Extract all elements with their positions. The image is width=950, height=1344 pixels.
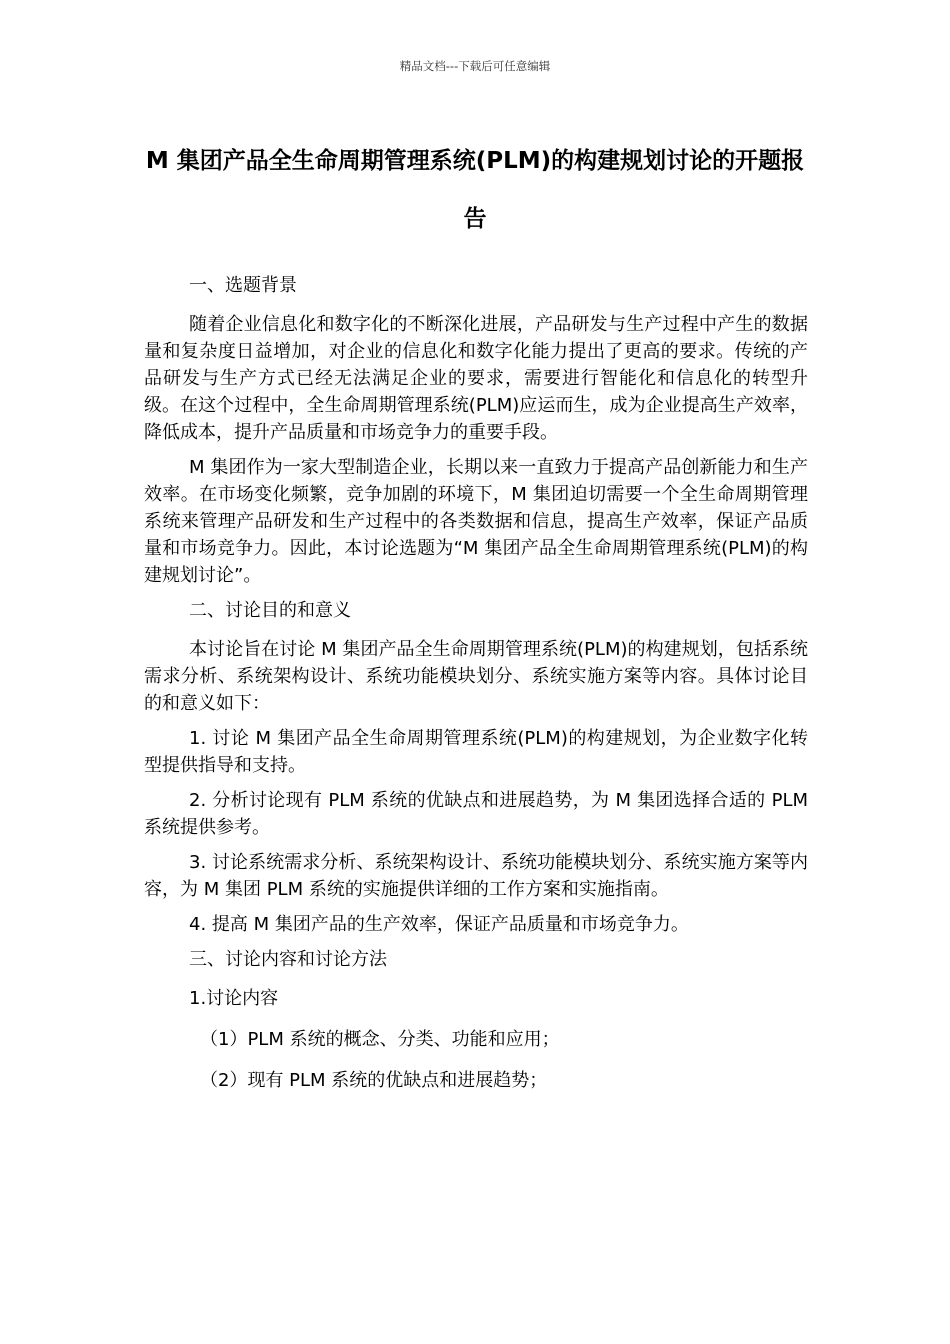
subheading-content: 1.讨论内容 xyxy=(189,988,279,1009)
purpose-item-3: 3. 讨论系统需求分析、系统架构设计、系统功能模块划分、系统实施方案等内容，为 M 集团 PLM 系统的实施提供详细的工作方案和实施指南。 xyxy=(144,852,808,900)
content-item-2: （2）现有 PLM 系统的优缺点和进展趋势； xyxy=(200,1070,548,1091)
page-header-note: 精品文档---下载后可任意编辑 xyxy=(399,59,551,73)
document-title: M 集团产品全生命周期管理系统(PLM)的构建规划讨论的开题报告 xyxy=(145,148,805,232)
purpose-item-1: 1. 讨论 M 集团产品全生命周期管理系统(PLM)的构建规划，为企业数字化转型提供指导和支持。 xyxy=(144,728,808,776)
purpose-item-2: 2. 分析讨论现有 PLM 系统的优缺点和进展趋势，为 M 集团选择合适的 PLM 系统提供参考。 xyxy=(144,790,808,838)
paragraph-background-1: 随着企业信息化和数字化的不断深化进展，产品研发与生产过程中产生的数据量和复杂度日益增加，对企业的信息化和数字化能力提出了更高的要求。传统的产品研发与生产方式已经无法满足企业的要求，需要进行智能化和信息化的转型升级。在这个过程中，全生命周期管理系统(PLM)应运而生，成为企业提高生产效率，降低成本，提升产品质量和市场竞争力的重要手段。 xyxy=(144,314,808,443)
content-item-1: （1）PLM 系统的概念、分类、功能和应用； xyxy=(200,1029,560,1050)
section-heading-background: 一、选题背景 xyxy=(189,275,297,296)
section-heading-purpose: 二、讨论目的和意义 xyxy=(189,600,351,621)
paragraph-purpose-intro: 本讨论旨在讨论 M 集团产品全生命周期管理系统(PLM)的构建规划，包括系统需求分析、系统架构设计、系统功能模块划分、系统实施方案等内容。具体讨论目的和意义如下： xyxy=(144,639,808,714)
section-heading-content-method: 三、讨论内容和讨论方法 xyxy=(189,949,387,970)
purpose-item-4: 4. 提高 M 集团产品的生产效率，保证产品质量和市场竞争力。 xyxy=(189,914,689,935)
document-body xyxy=(144,272,808,1108)
paragraph-background-2: M 集团作为一家大型制造企业，长期以来一直致力于提高产品创新能力和生产效率。在市场变化频繁，竞争加剧的环境下，M 集团迫切需要一个全生命周期管理系统来管理产品研发和生产过程中的各类数据和信息，提高生产效率，保证产品质量和市场竞争力。因此，本讨论选题为“M 集团产品全生命周期管理系统(PLM)的构建规划讨论”。 xyxy=(144,457,808,586)
